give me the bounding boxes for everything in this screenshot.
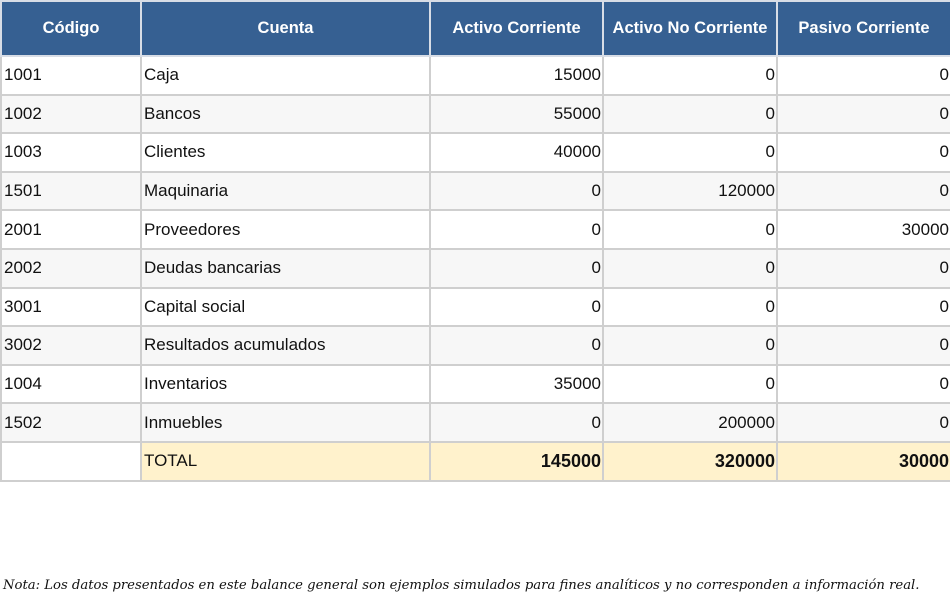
cell-cuenta: Capital social	[141, 288, 430, 327]
cell-activo-corriente: 0	[430, 403, 603, 442]
total-activo-corriente: 145000	[430, 442, 603, 481]
cell-codigo: 1002	[1, 95, 141, 134]
cell-cuenta: Proveedores	[141, 210, 430, 249]
total-label: TOTAL	[141, 442, 430, 481]
total-row	[1, 442, 950, 481]
cell-pasivo-corriente: 0	[777, 56, 950, 95]
footnote: Nota: Los datos presentados en este balance general son ejemplos simulados para fines analíticos y no corresponden a información real.	[3, 578, 920, 593]
cell-activo-no-corriente: 0	[603, 210, 777, 249]
cell-activo-corriente: 0	[430, 210, 603, 249]
cell-activo-corriente: 0	[430, 288, 603, 327]
cell-pasivo-corriente: 0	[777, 365, 950, 404]
cell-cuenta: Inmuebles	[141, 403, 430, 442]
cell-codigo: 1502	[1, 403, 141, 442]
cell-codigo-empty	[1, 442, 141, 481]
cell-activo-no-corriente: 0	[603, 249, 777, 288]
header-pasivo-corriente: Pasivo Corriente	[777, 1, 950, 56]
table-row	[1, 133, 950, 172]
cell-activo-no-corriente: 0	[603, 133, 777, 172]
table-row	[1, 56, 950, 95]
cell-codigo: 1003	[1, 133, 141, 172]
header-codigo: Código	[1, 1, 141, 56]
table-row	[1, 326, 950, 365]
cell-codigo: 1501	[1, 172, 141, 211]
cell-pasivo-corriente: 0	[777, 326, 950, 365]
cell-cuenta: Bancos	[141, 95, 430, 134]
header-activo-no-corriente: Activo No Corriente	[603, 1, 777, 56]
cell-codigo: 2002	[1, 249, 141, 288]
cell-cuenta: Maquinaria	[141, 172, 430, 211]
cell-activo-no-corriente: 0	[603, 56, 777, 95]
table-row	[1, 95, 950, 134]
cell-cuenta: Inventarios	[141, 365, 430, 404]
cell-codigo: 3001	[1, 288, 141, 327]
total-activo-no-corriente: 320000	[603, 442, 777, 481]
header-activo-corriente: Activo Corriente	[430, 1, 603, 56]
cell-activo-corriente: 35000	[430, 365, 603, 404]
cell-activo-corriente: 40000	[430, 133, 603, 172]
cell-cuenta: Clientes	[141, 133, 430, 172]
cell-codigo: 1004	[1, 365, 141, 404]
cell-pasivo-corriente: 0	[777, 133, 950, 172]
table-row	[1, 210, 950, 249]
cell-activo-corriente: 0	[430, 249, 603, 288]
cell-pasivo-corriente: 0	[777, 95, 950, 134]
cell-codigo: 3002	[1, 326, 141, 365]
header-row	[1, 1, 950, 56]
total-pasivo-corriente: 30000	[777, 442, 950, 481]
cell-codigo: 2001	[1, 210, 141, 249]
table-row	[1, 403, 950, 442]
cell-pasivo-corriente: 0	[777, 172, 950, 211]
cell-activo-no-corriente: 120000	[603, 172, 777, 211]
cell-activo-no-corriente: 200000	[603, 403, 777, 442]
cell-codigo: 1001	[1, 56, 141, 95]
cell-cuenta: Resultados acumulados	[141, 326, 430, 365]
cell-activo-corriente: 0	[430, 172, 603, 211]
cell-pasivo-corriente: 0	[777, 249, 950, 288]
cell-activo-corriente: 55000	[430, 95, 603, 134]
table-row	[1, 288, 950, 327]
cell-activo-corriente: 15000	[430, 56, 603, 95]
cell-pasivo-corriente: 30000	[777, 210, 950, 249]
table-row	[1, 365, 950, 404]
cell-cuenta: Deudas bancarias	[141, 249, 430, 288]
table-row	[1, 249, 950, 288]
cell-activo-no-corriente: 0	[603, 288, 777, 327]
cell-pasivo-corriente: 0	[777, 403, 950, 442]
table-row	[1, 172, 950, 211]
cell-activo-no-corriente: 0	[603, 365, 777, 404]
cell-activo-no-corriente: 0	[603, 326, 777, 365]
header-cuenta: Cuenta	[141, 1, 430, 56]
cell-activo-corriente: 0	[430, 326, 603, 365]
cell-cuenta: Caja	[141, 56, 430, 95]
cell-activo-no-corriente: 0	[603, 95, 777, 134]
cell-pasivo-corriente: 0	[777, 288, 950, 327]
